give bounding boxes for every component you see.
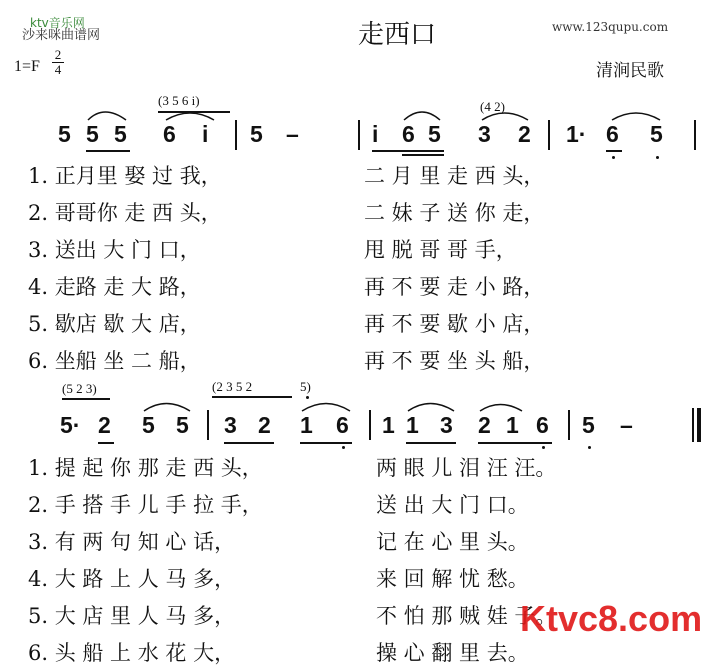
lyric-line: 3. 送出 大 门 口， bbox=[28, 238, 201, 262]
note: 2 bbox=[258, 412, 271, 438]
watermark-bottom: Ktvc8.com bbox=[520, 598, 703, 639]
grace-notes: (3 5 6 i) bbox=[158, 93, 200, 108]
lyric-line: 再 不 要 歇 小 店， bbox=[364, 312, 545, 336]
lyric-line: 4. 走路 走 大 路， bbox=[28, 275, 201, 299]
lyric-line: 3. 有 两 句 知 心 话， bbox=[28, 530, 236, 554]
watermark-top: ktv音乐网 bbox=[30, 16, 85, 30]
source-left: 沙来咪曲谱网 bbox=[22, 28, 101, 43]
lyric-line: 来 回 解 忧 愁。 bbox=[376, 567, 529, 591]
time-denominator: 4 bbox=[52, 62, 64, 77]
note: 2 bbox=[478, 412, 491, 438]
note: 5 bbox=[58, 121, 71, 147]
note: 3 bbox=[478, 121, 491, 147]
page-title: 走西口 bbox=[358, 20, 437, 50]
lyric-line: 1. 提 起 你 那 走 西 头， bbox=[28, 456, 263, 480]
note: 6 bbox=[536, 412, 549, 438]
note: 5 bbox=[250, 121, 263, 147]
grace-notes: 5) bbox=[300, 379, 311, 394]
lyric-line: 5. 大 店 里 人 马 多， bbox=[28, 604, 236, 628]
lyric-line: 4. 大 路 上 人 马 多， bbox=[28, 567, 236, 591]
note: 1· bbox=[566, 121, 587, 147]
lyric-line: 6. 坐船 坐 二 船， bbox=[28, 349, 201, 373]
note: 5 bbox=[650, 121, 663, 147]
lyric-line: 2. 哥哥你 走 西 头， bbox=[28, 201, 222, 225]
lyric-line: 记 在 心 里 头。 bbox=[376, 530, 529, 554]
time-numerator: 2 bbox=[54, 47, 62, 62]
note: 6 bbox=[163, 121, 176, 147]
grace-notes: (2 3 5 2 bbox=[212, 379, 253, 394]
lyric-line: 甩 脱 哥 哥 手， bbox=[364, 238, 517, 262]
lyric-line: 送 出 大 门 口。 bbox=[376, 493, 529, 517]
lyric-line: 6. 头 船 上 水 花 大， bbox=[28, 641, 236, 665]
note: 6 bbox=[336, 412, 349, 438]
note: 6 bbox=[402, 121, 415, 147]
note: 5 bbox=[142, 412, 155, 438]
note: 2 bbox=[518, 121, 531, 147]
lyric-line: 5. 歇店 歇 大 店， bbox=[28, 312, 201, 336]
note: 5 bbox=[176, 412, 189, 438]
note: – bbox=[286, 121, 299, 147]
note: 3 bbox=[224, 412, 237, 438]
note: 5 bbox=[114, 121, 127, 147]
grace-notes: (5 2 3) bbox=[62, 381, 97, 396]
key-signature: 1=F bbox=[14, 58, 40, 75]
lyric-line: 二 妹 子 送 你 走， bbox=[364, 201, 545, 225]
note: 5 bbox=[428, 121, 441, 147]
note: i bbox=[202, 121, 209, 147]
note: 5 bbox=[86, 121, 99, 147]
note: 6 bbox=[606, 121, 619, 147]
note: 2 bbox=[98, 412, 111, 438]
genre-label: 清涧民歌 bbox=[596, 61, 664, 81]
grace-notes: (4 2) bbox=[480, 99, 505, 114]
lyric-line: 2. 手 搭 手 儿 手 拉 手， bbox=[28, 493, 263, 517]
lyric-line: 二 月 里 走 西 头， bbox=[364, 164, 545, 188]
note: 1 bbox=[406, 412, 419, 438]
source-right[interactable]: www.123qupu.com bbox=[552, 20, 669, 34]
note: 1 bbox=[506, 412, 519, 438]
lyric-line: 1. 正月里 娶 过 我， bbox=[28, 164, 222, 188]
note: 1 bbox=[300, 412, 313, 438]
note: 3 bbox=[440, 412, 453, 438]
lyric-line: 再 不 要 坐 头 船， bbox=[364, 349, 545, 373]
note: 5· bbox=[60, 412, 81, 438]
lyric-line: 不 怕 那 贼 娃 子。 bbox=[376, 604, 557, 628]
lyric-line: 两 眼 儿 泪 汪 汪。 bbox=[376, 456, 557, 480]
lyric-line: 再 不 要 走 小 路， bbox=[364, 275, 545, 299]
note: – bbox=[620, 412, 633, 438]
note: 5 bbox=[582, 412, 595, 438]
note: i bbox=[372, 121, 379, 147]
lyric-line: 操 心 翻 里 去。 bbox=[376, 641, 529, 665]
note: 1 bbox=[382, 412, 395, 438]
